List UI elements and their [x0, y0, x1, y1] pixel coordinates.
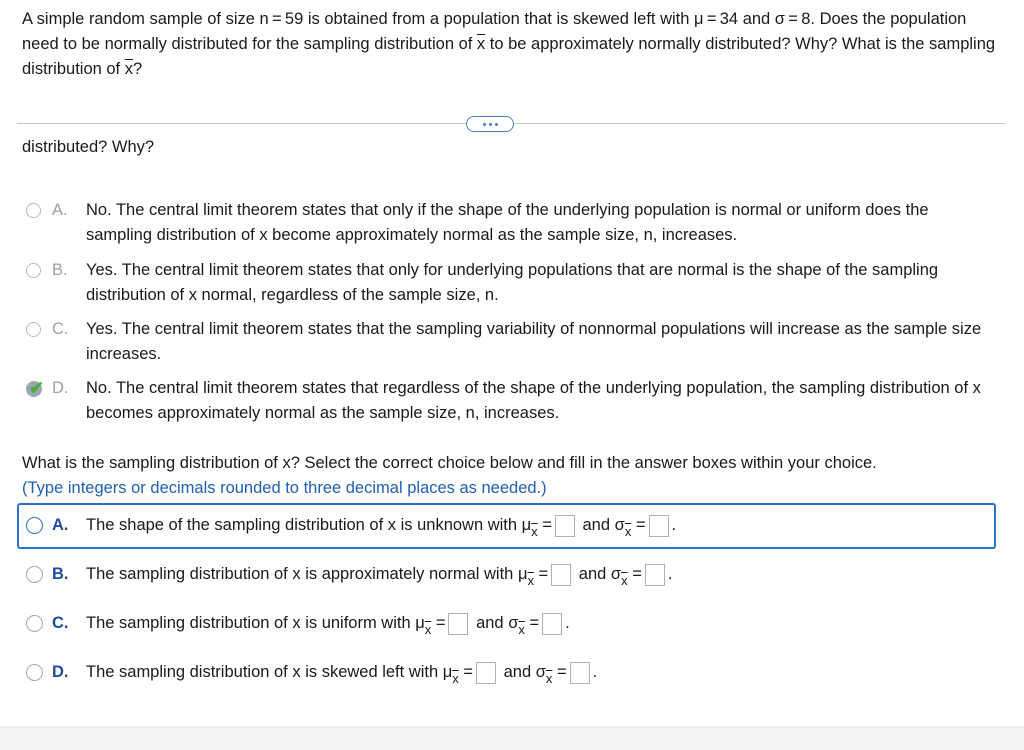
question-part2: to be approximately normally distributed? Why? What is the sampling distribution of [22, 35, 996, 78]
radio-button[interactable] [26, 203, 41, 218]
option-text: The sampling distribution of x is approximately normal with $\mu_{\overline{x}}$ = and $\sigma_{\overline{x}}$ = . [86, 565, 673, 588]
more-button[interactable] [466, 116, 514, 132]
cutoff-text: distributed? Why? [22, 138, 155, 156]
option-letter: B. [52, 261, 68, 279]
radio-button[interactable] [26, 566, 43, 583]
option-letter: D. [52, 379, 69, 397]
mu-answer-box[interactable] [555, 515, 575, 537]
option-text: No. The central limit theorem states that regardless of the shape of the underlying population, the sampling distribution of x becomes approximately normal as the sample size, n, increases. [86, 379, 981, 422]
section2-prompt [22, 451, 997, 501]
radio-button[interactable] [26, 263, 41, 278]
option-text: The sampling distribution of x is skewed left with $\mu_{\overline{x}}$ = and $\sigma_{\overline{x}}$ = . [86, 663, 598, 686]
mu-answer-box[interactable] [448, 613, 468, 635]
option-text: No. The central limit theorem states that only if the shape of the underlying population is normal or uniform does the sampling distribution of x become approximately normal as the sample size, n, increases. [86, 201, 929, 244]
mu-answer-box[interactable] [476, 662, 496, 684]
sigma-answer-box[interactable] [645, 564, 665, 586]
selected-radio[interactable] [26, 378, 45, 398]
option-letter: B. [52, 565, 69, 583]
sigma-answer-box[interactable] [570, 662, 590, 684]
mu-answer-box[interactable] [551, 564, 571, 586]
sigma-answer-box[interactable] [649, 515, 669, 537]
question-part1: A simple random sample of size n = 59 is obtained from a population that is skewed left with μ = 34 and σ = 8. Does the population need to be normally distributed for the sampling distribution of [22, 10, 967, 53]
footer-bar [0, 726, 1024, 750]
xbar-symbol: $\overline{x}$ [124, 60, 133, 78]
radio-button[interactable] [26, 322, 41, 337]
option-text: Yes. The central limit theorem states that only for underlying populations that are normal is the shape of the sampling distribution of x normal, regardless of the sample size, n. [86, 261, 939, 304]
option-letter: C. [52, 614, 69, 632]
question-part3: ? [132, 60, 143, 78]
question-text [22, 7, 997, 82]
dot-icon [495, 123, 498, 126]
option-letter: A. [52, 201, 68, 219]
option-letter: D. [52, 663, 69, 681]
radio-button[interactable] [26, 664, 43, 681]
option-letter: A. [52, 516, 69, 534]
dot-icon [483, 123, 486, 126]
option-text: The shape of the sampling distribution of x is unknown with $\mu_{\overline{x}}$ = and $\sigma_{\overline{x}}$ = . [86, 516, 677, 539]
option-letter: C. [52, 320, 69, 338]
dot-icon [489, 123, 492, 126]
sigma-answer-box[interactable] [542, 613, 562, 635]
option-text: Yes. The central limit theorem states that the sampling variability of nonnormal populations will increase as the sample size increases. [86, 320, 982, 363]
option-text: The sampling distribution of x is uniform with $\mu_{\overline{x}}$ = and $\sigma_{\overline{x}}$ = . [86, 614, 570, 637]
xbar-symbol: $\overline{x}$ [476, 35, 486, 53]
section2-hint: (Type integers or decimals rounded to three decimal places as needed.) [22, 479, 547, 497]
radio-button[interactable] [26, 615, 43, 632]
radio-button[interactable] [26, 517, 43, 534]
section2-question: What is the sampling distribution of x? Select the correct choice below and fill in the answer boxes within your choice. [22, 454, 877, 472]
checkmark-icon: ✔ [29, 378, 45, 398]
